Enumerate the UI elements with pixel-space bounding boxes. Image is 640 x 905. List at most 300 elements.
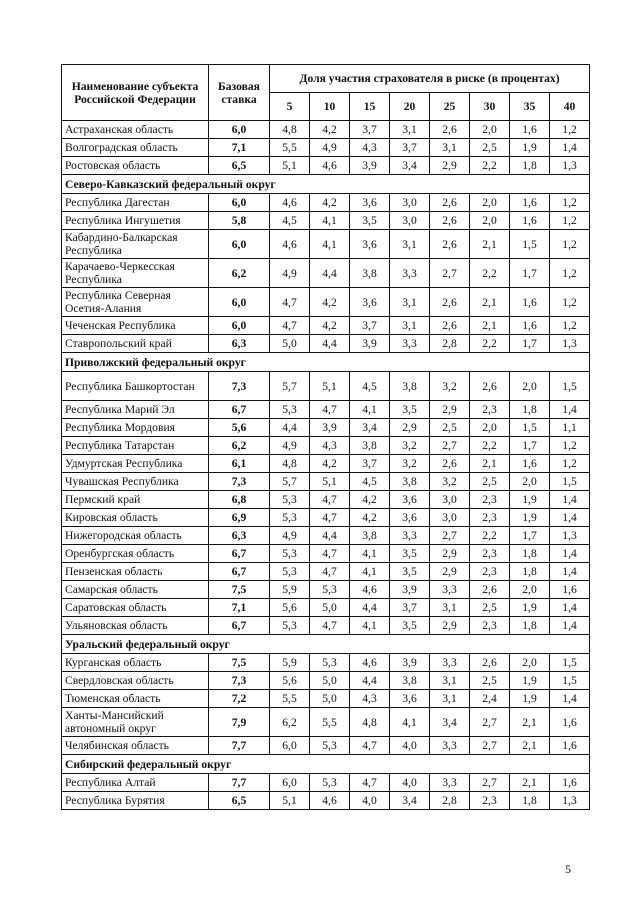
header-percent: 20: [390, 93, 430, 121]
table-row: [62, 792, 590, 810]
rate-cell: 4,1: [310, 230, 350, 259]
rate-cell: 2,6: [430, 121, 470, 139]
region-name: Челябинская область: [62, 737, 209, 755]
rate-cell: 2,5: [470, 139, 510, 157]
base-rate-cell: 6,0: [209, 317, 270, 335]
rate-cell: 2,2: [470, 527, 510, 545]
rate-cell: 3,6: [350, 230, 390, 259]
rate-cell: 4,0: [390, 774, 430, 792]
rate-cell: 2,5: [430, 419, 470, 437]
rate-cell: 5,7: [270, 372, 310, 401]
district-section-title: Северо-Кавказский федеральный округ: [62, 175, 590, 194]
rate-cell: 3,1: [430, 690, 470, 708]
rate-cell: 2,6: [430, 230, 470, 259]
rate-cell: 3,4: [350, 419, 390, 437]
region-name: Удмуртская Республика: [62, 455, 209, 473]
rate-cell: 3,8: [350, 527, 390, 545]
table-row: [62, 335, 590, 353]
rate-cell: 3,9: [350, 335, 390, 353]
rate-cell: 2,2: [470, 259, 510, 288]
rate-cell: 3,1: [390, 317, 430, 335]
rate-cell: 2,2: [470, 437, 510, 455]
rate-cell: 1,4: [550, 401, 590, 419]
district-section-title: Сибирский федеральный округ: [62, 755, 590, 774]
rate-cell: 1,3: [550, 792, 590, 810]
table-row: [62, 288, 590, 317]
base-rate-cell: 6,5: [209, 157, 270, 175]
base-rate-cell: 7,7: [209, 737, 270, 755]
table-row: [62, 563, 590, 581]
rate-cell: 5,5: [310, 708, 350, 737]
rate-cell: 3,4: [430, 708, 470, 737]
rate-cell: 3,1: [390, 288, 430, 317]
rates-table: [61, 64, 590, 810]
rate-cell: 5,0: [270, 335, 310, 353]
rate-cell: 1,4: [550, 599, 590, 617]
rate-cell: 3,3: [430, 654, 470, 672]
rate-cell: 3,6: [390, 690, 430, 708]
rate-cell: 5,6: [270, 599, 310, 617]
rate-cell: 4,2: [310, 121, 350, 139]
rate-cell: 1,6: [510, 455, 550, 473]
table-row: [62, 372, 590, 401]
table-row: [62, 708, 590, 737]
base-rate-cell: 6,7: [209, 545, 270, 563]
rate-cell: 6,0: [270, 774, 310, 792]
rate-cell: 1,2: [550, 317, 590, 335]
base-rate-cell: 6,8: [209, 491, 270, 509]
rate-cell: 2,5: [470, 599, 510, 617]
rate-cell: 2,8: [430, 335, 470, 353]
rate-cell: 4,3: [350, 690, 390, 708]
rate-cell: 4,7: [310, 617, 350, 635]
rate-cell: 4,7: [350, 737, 390, 755]
rate-cell: 3,9: [350, 157, 390, 175]
rate-cell: 4,7: [310, 509, 350, 527]
rate-cell: 5,1: [310, 372, 350, 401]
rate-cell: 2,3: [470, 545, 510, 563]
rate-cell: 2,5: [470, 473, 510, 491]
base-rate-cell: 6,0: [209, 288, 270, 317]
rate-cell: 4,2: [310, 317, 350, 335]
rate-cell: 3,3: [390, 259, 430, 288]
rate-cell: 2,6: [430, 455, 470, 473]
rate-cell: 4,7: [350, 774, 390, 792]
rate-cell: 1,9: [510, 491, 550, 509]
base-rate-cell: 5,8: [209, 212, 270, 230]
rate-cell: 4,4: [310, 259, 350, 288]
rate-cell: 2,9: [430, 157, 470, 175]
rate-cell: 3,3: [390, 335, 430, 353]
rate-cell: 1,6: [510, 194, 550, 212]
rate-cell: 1,4: [550, 563, 590, 581]
rate-cell: 4,7: [310, 563, 350, 581]
table-row: [62, 212, 590, 230]
rate-cell: 1,9: [510, 599, 550, 617]
table-row: [62, 455, 590, 473]
rate-cell: 3,8: [350, 259, 390, 288]
rate-cell: 4,4: [310, 527, 350, 545]
rate-cell: 1,5: [550, 672, 590, 690]
base-rate-cell: 7,1: [209, 599, 270, 617]
rate-cell: 4,6: [270, 230, 310, 259]
region-name: Пензенская область: [62, 563, 209, 581]
rate-cell: 4,3: [350, 139, 390, 157]
table-row: [62, 317, 590, 335]
region-name: Чеченская Республика: [62, 317, 209, 335]
rate-cell: 2,1: [470, 288, 510, 317]
rate-cell: 1,7: [510, 527, 550, 545]
rate-cell: 5,9: [270, 654, 310, 672]
district-section-row: [62, 175, 590, 194]
rate-cell: 4,6: [270, 194, 310, 212]
table-row: [62, 121, 590, 139]
rate-cell: 1,3: [550, 335, 590, 353]
table-row: [62, 419, 590, 437]
rate-cell: 3,4: [390, 792, 430, 810]
rate-cell: 4,4: [270, 419, 310, 437]
base-rate-cell: 6,3: [209, 527, 270, 545]
rate-cell: 4,5: [270, 212, 310, 230]
rate-cell: 3,9: [390, 654, 430, 672]
rate-cell: 5,3: [310, 774, 350, 792]
rate-cell: 4,5: [350, 473, 390, 491]
rate-cell: 3,7: [390, 599, 430, 617]
rate-cell: 4,1: [350, 563, 390, 581]
rate-cell: 2,2: [470, 335, 510, 353]
rate-cell: 2,9: [430, 563, 470, 581]
rate-cell: 4,3: [310, 437, 350, 455]
rate-cell: 1,8: [510, 792, 550, 810]
region-name: Пермский край: [62, 491, 209, 509]
page-number: 5: [565, 862, 571, 876]
table-row: [62, 774, 590, 792]
rate-cell: 2,6: [470, 654, 510, 672]
rate-cell: 2,6: [430, 288, 470, 317]
rate-cell: 4,2: [350, 509, 390, 527]
rate-cell: 3,5: [390, 617, 430, 635]
table-row: [62, 617, 590, 635]
region-name: Республика Алтай: [62, 774, 209, 792]
rate-cell: 1,8: [510, 545, 550, 563]
region-name: Волгоградская область: [62, 139, 209, 157]
region-name: Ульяновская область: [62, 617, 209, 635]
rate-cell: 4,8: [270, 121, 310, 139]
rate-cell: 2,3: [470, 491, 510, 509]
rate-cell: 1,2: [550, 437, 590, 455]
base-rate-cell: 7,5: [209, 654, 270, 672]
rate-cell: 3,2: [430, 372, 470, 401]
region-name: Самарская область: [62, 581, 209, 599]
table-row: [62, 157, 590, 175]
rate-cell: 5,1: [270, 792, 310, 810]
rate-cell: 3,5: [390, 401, 430, 419]
rate-cell: 3,1: [430, 599, 470, 617]
rate-cell: 2,7: [470, 708, 510, 737]
rate-cell: 5,0: [310, 690, 350, 708]
region-name: Ростовская область: [62, 157, 209, 175]
rate-cell: 4,9: [270, 527, 310, 545]
rate-cell: 4,6: [310, 792, 350, 810]
rate-cell: 5,3: [270, 491, 310, 509]
rate-cell: 4,0: [350, 792, 390, 810]
base-rate-cell: 6,0: [209, 121, 270, 139]
base-rate-cell: 5,6: [209, 419, 270, 437]
rate-cell: 1,4: [550, 139, 590, 157]
rate-cell: 3,6: [350, 194, 390, 212]
rate-cell: 4,9: [310, 139, 350, 157]
rate-cell: 2,3: [470, 509, 510, 527]
rate-cell: 1,2: [550, 121, 590, 139]
region-name: Чувашская Республика: [62, 473, 209, 491]
region-name: Курганская область: [62, 654, 209, 672]
table-row: [62, 194, 590, 212]
rate-cell: 2,6: [470, 372, 510, 401]
rate-cell: 3,1: [430, 672, 470, 690]
rate-cell: 2,0: [510, 581, 550, 599]
district-section-row: [62, 635, 590, 654]
rate-cell: 3,1: [390, 230, 430, 259]
rate-cell: 1,4: [550, 545, 590, 563]
rates-table-body: [62, 121, 590, 810]
rate-cell: 3,8: [350, 437, 390, 455]
rate-cell: 2,9: [430, 617, 470, 635]
rate-cell: 3,5: [350, 212, 390, 230]
region-name: Республика Ингушетия: [62, 212, 209, 230]
region-name: Астраханская область: [62, 121, 209, 139]
rate-cell: 5,1: [270, 157, 310, 175]
rate-cell: 3,7: [390, 139, 430, 157]
rate-cell: 1,9: [510, 509, 550, 527]
rate-cell: 4,4: [310, 335, 350, 353]
rate-cell: 2,6: [430, 317, 470, 335]
rate-cell: 2,9: [430, 401, 470, 419]
table-row: [62, 473, 590, 491]
rate-cell: 4,1: [350, 545, 390, 563]
rate-cell: 3,5: [390, 545, 430, 563]
rate-cell: 2,6: [430, 212, 470, 230]
rate-cell: 4,9: [270, 259, 310, 288]
base-rate-cell: 7,3: [209, 372, 270, 401]
rate-cell: 2,3: [470, 401, 510, 419]
rate-cell: 3,7: [350, 121, 390, 139]
header-percent: 10: [310, 93, 350, 121]
rate-cell: 2,6: [430, 194, 470, 212]
rate-cell: 4,9: [270, 437, 310, 455]
rate-cell: 2,7: [470, 774, 510, 792]
rate-cell: 1,6: [550, 774, 590, 792]
table-row: [62, 139, 590, 157]
rate-cell: 1,6: [550, 708, 590, 737]
rate-cell: 4,8: [270, 455, 310, 473]
rate-cell: 4,2: [350, 491, 390, 509]
header-percent: 35: [510, 93, 550, 121]
table-row: [62, 690, 590, 708]
rate-cell: 1,6: [510, 288, 550, 317]
base-rate-cell: 6,2: [209, 437, 270, 455]
rate-cell: 3,0: [390, 194, 430, 212]
table-row: [62, 672, 590, 690]
region-name: Республика Дагестан: [62, 194, 209, 212]
base-rate-cell: 6,3: [209, 335, 270, 353]
rate-cell: 4,4: [350, 672, 390, 690]
rate-cell: 2,1: [510, 774, 550, 792]
rate-cell: 1,5: [550, 654, 590, 672]
rate-cell: 5,3: [270, 545, 310, 563]
rate-cell: 2,2: [470, 157, 510, 175]
rate-cell: 5,5: [270, 690, 310, 708]
base-rate-cell: 6,7: [209, 617, 270, 635]
rate-cell: 2,1: [510, 708, 550, 737]
base-rate-cell: 7,9: [209, 708, 270, 737]
region-name: Ханты-Мансийский автономный округ: [62, 708, 209, 737]
rate-cell: 3,0: [390, 212, 430, 230]
base-rate-cell: 7,7: [209, 774, 270, 792]
header-percent: 30: [470, 93, 510, 121]
rate-cell: 5,3: [270, 509, 310, 527]
rate-cell: 4,2: [310, 194, 350, 212]
rate-cell: 2,7: [470, 737, 510, 755]
rate-cell: 2,1: [470, 230, 510, 259]
base-rate-cell: 7,5: [209, 581, 270, 599]
region-name: Республика Северная Осетия-Алания: [62, 288, 209, 317]
rate-cell: 1,7: [510, 259, 550, 288]
rate-cell: 3,8: [390, 672, 430, 690]
rate-cell: 2,3: [470, 792, 510, 810]
rate-cell: 3,4: [390, 157, 430, 175]
rate-cell: 3,3: [430, 737, 470, 755]
rate-cell: 4,7: [310, 545, 350, 563]
table-row: [62, 259, 590, 288]
base-rate-cell: 7,3: [209, 672, 270, 690]
district-section-title: Приволжский федеральный округ: [62, 353, 590, 372]
rate-cell: 1,6: [550, 737, 590, 755]
rate-cell: 4,6: [350, 654, 390, 672]
region-name: Оренбургская область: [62, 545, 209, 563]
base-rate-cell: 6,9: [209, 509, 270, 527]
rate-cell: 3,2: [390, 437, 430, 455]
rate-cell: 3,9: [390, 581, 430, 599]
base-rate-cell: 7,1: [209, 139, 270, 157]
rate-cell: 1,3: [550, 527, 590, 545]
rate-cell: 3,1: [430, 139, 470, 157]
rate-cell: 3,3: [430, 774, 470, 792]
rate-cell: 3,6: [390, 509, 430, 527]
rate-cell: 3,3: [430, 581, 470, 599]
rate-cell: 1,4: [550, 690, 590, 708]
rate-cell: 2,1: [470, 455, 510, 473]
table-row: [62, 509, 590, 527]
region-name: Нижегородская область: [62, 527, 209, 545]
header-risk-share: Доля участия страхователя в риске (в процентах): [270, 65, 590, 93]
rate-cell: 2,0: [470, 194, 510, 212]
district-section-row: [62, 755, 590, 774]
district-section-title: Уральский федеральный округ: [62, 635, 590, 654]
region-name: Карачаево-Черкесская Республика: [62, 259, 209, 288]
region-name: Свердловская область: [62, 672, 209, 690]
rate-cell: 1,2: [550, 212, 590, 230]
rate-cell: 3,0: [430, 491, 470, 509]
rate-cell: 1,4: [550, 491, 590, 509]
rate-cell: 2,9: [430, 545, 470, 563]
rate-cell: 4,1: [350, 401, 390, 419]
rate-cell: 5,0: [310, 672, 350, 690]
rate-cell: 4,2: [310, 288, 350, 317]
rate-cell: 2,6: [470, 581, 510, 599]
rate-cell: 2,1: [510, 737, 550, 755]
base-rate-cell: 6,7: [209, 401, 270, 419]
base-rate-cell: 7,2: [209, 690, 270, 708]
rate-cell: 1,6: [510, 121, 550, 139]
rate-cell: 1,1: [550, 419, 590, 437]
rate-cell: 3,0: [430, 509, 470, 527]
table-row: [62, 527, 590, 545]
rate-cell: 5,3: [310, 737, 350, 755]
rate-cell: 3,7: [350, 317, 390, 335]
rate-cell: 4,2: [310, 455, 350, 473]
rate-cell: 5,7: [270, 473, 310, 491]
rate-cell: 3,3: [390, 527, 430, 545]
rate-cell: 5,9: [270, 581, 310, 599]
rate-cell: 2,7: [430, 527, 470, 545]
district-section-row: [62, 353, 590, 372]
table-row: [62, 599, 590, 617]
rate-cell: 2,8: [430, 792, 470, 810]
rate-cell: 1,9: [510, 690, 550, 708]
rate-cell: 1,2: [550, 194, 590, 212]
base-rate-cell: 6,0: [209, 230, 270, 259]
rate-cell: 5,0: [310, 599, 350, 617]
rate-cell: 1,7: [510, 437, 550, 455]
rate-cell: 1,9: [510, 672, 550, 690]
region-name: Кабардино-Балкарская Республика: [62, 230, 209, 259]
rate-cell: 1,6: [550, 581, 590, 599]
rate-cell: 1,5: [550, 372, 590, 401]
region-name: Тюменская область: [62, 690, 209, 708]
rate-cell: 1,5: [510, 230, 550, 259]
table-row: [62, 401, 590, 419]
rate-cell: 3,9: [310, 419, 350, 437]
rate-cell: 4,1: [390, 708, 430, 737]
base-rate-cell: 6,0: [209, 194, 270, 212]
base-rate-cell: 6,1: [209, 455, 270, 473]
rate-cell: 1,9: [510, 139, 550, 157]
rate-cell: 1,4: [550, 617, 590, 635]
rate-cell: 1,5: [510, 419, 550, 437]
region-name: Республика Марий Эл: [62, 401, 209, 419]
rate-cell: 1,4: [550, 509, 590, 527]
base-rate-cell: 6,5: [209, 792, 270, 810]
rate-cell: 2,9: [390, 419, 430, 437]
rate-cell: 4,7: [310, 491, 350, 509]
rate-cell: 5,1: [310, 473, 350, 491]
rate-cell: 3,5: [390, 563, 430, 581]
rate-cell: 3,2: [430, 473, 470, 491]
rate-cell: 4,7: [310, 401, 350, 419]
rate-cell: 2,0: [510, 372, 550, 401]
rate-cell: 5,3: [270, 563, 310, 581]
rate-cell: 4,8: [350, 708, 390, 737]
table-row: [62, 545, 590, 563]
rate-cell: 3,8: [390, 372, 430, 401]
rate-cell: 2,7: [430, 437, 470, 455]
region-name: Ставропольский край: [62, 335, 209, 353]
header-percent: 25: [430, 93, 470, 121]
header-percent: 5: [270, 93, 310, 121]
rate-cell: 3,6: [390, 491, 430, 509]
region-name: Саратовская область: [62, 599, 209, 617]
table-row: [62, 437, 590, 455]
